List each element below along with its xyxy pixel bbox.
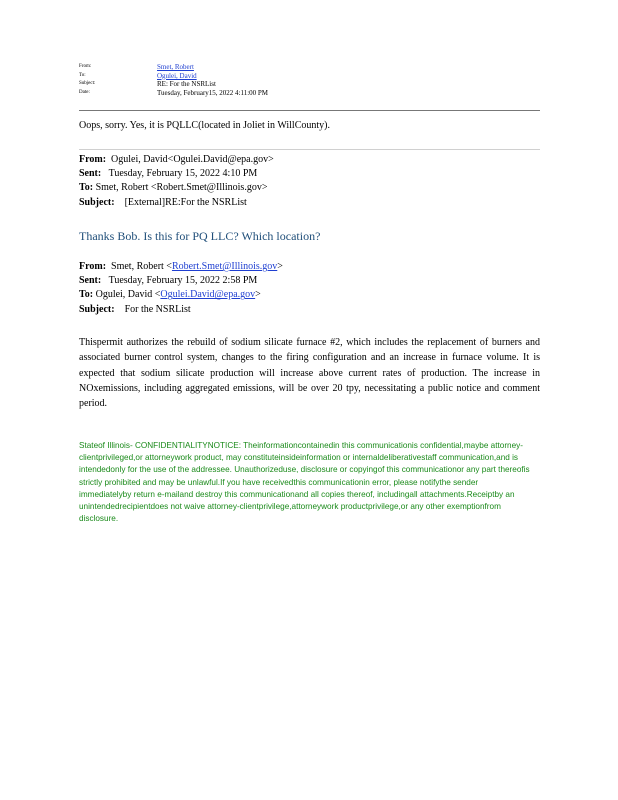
msg1-to-value: Smet, Robert <Robert.Smet@Illinois.gov> [95, 182, 268, 194]
message2-meta [79, 260, 283, 317]
header-subject-label: Subject: [79, 81, 96, 87]
msg2-to-label: To: [79, 289, 94, 301]
msg1-from-value: Ogulei, David<Ogulei.David@epa.gov> [111, 154, 274, 165]
msg2-from-name: Smet, Robert < [111, 261, 172, 272]
header-to-label: To: [79, 72, 86, 78]
msg2-from-close: > [277, 261, 283, 272]
msg1-sent-label: Sent: [79, 168, 102, 180]
msg2-sent-value: Tuesday, February 15, 2022 2:58 PM [108, 275, 258, 287]
msg2-subject-label: Subject: [79, 303, 115, 315]
header-from-label: From: [79, 64, 92, 69]
msg2-to-email-link[interactable]: Ogulei.David@epa.gov [160, 289, 256, 301]
msg2-from-label: From: [79, 261, 107, 272]
msg1-subject-value: [External]RE:For the NSRList [124, 196, 247, 208]
header-to-link[interactable]: Ogulei, David [157, 71, 197, 80]
reply-text: Oops, sorry. Yes, it is PQLLC(located in Joliet in WillCounty). [79, 120, 330, 131]
msg2-subject-value: For the NSRList [124, 303, 191, 315]
msg1-to-label: To: [79, 182, 94, 194]
msg2-sent-label: Sent: [79, 275, 102, 287]
header-subject-value: RE: For the NSRList [157, 80, 216, 89]
header-from-link[interactable]: Smet, Robert [157, 63, 194, 71]
header-date-value: Tuesday, February15, 2022 4:11:00 PM [157, 88, 269, 97]
msg2-from-email-link[interactable]: Robert.Smet@Illinois.gov [171, 261, 278, 272]
confidentiality-notice: Stateof Illinois- CONFIDENTIALITYNOTICE: Theinformationcontainedin this communicationis confidential,maybe attorney-clientprivileged,or attorneywork product, may constituteinsideinformation or internaldeliberativestaff communication,and is intendedonly for the use of the addressee. Unauthorizeduse, disclosure or copyingof this communicationor any part thereofis strictly prohibited and may be unlawful.If you have receivedthis communicationin error, please notifythe sender immediatelyby return e-mailand destroy this communicationand all copies thereof, includingall attachments.Receiptby an unintendedrecipientdoes not waive attorney-clientprivilege,attorneywork productprivilege,or any other exemptionfrom disclosure. [79, 441, 530, 524]
message-divider [79, 149, 540, 150]
header-date-label: Date: [79, 89, 90, 95]
msg1-from-label: From: [79, 154, 107, 165]
message1-body: Thanks Bob. Is this for PQ LLC? Which location? [79, 229, 321, 243]
msg1-sent-value: Tuesday, February 15, 2022 4:10 PM [108, 168, 258, 180]
email-header [79, 63, 268, 97]
msg1-subject-label: Subject: [79, 196, 115, 208]
msg2-to-name: Ogulei, David < [95, 289, 161, 301]
message1-meta [79, 153, 274, 210]
header-divider [79, 110, 540, 111]
message2-body: Thispermit authorizes the rebuild of sodium silicate furnace #2, which includes the replacement of burners and associated burner control system, changes to the firing configuration and an increase in furnace volume. It is expected that sodium silicate production will increase above current rates of production. The increase in NOxemissions, including aggregated emissions, will be over 20 tpy, necessitating a public notice and comment period. [79, 337, 540, 410]
msg2-to-close: > [255, 289, 261, 301]
